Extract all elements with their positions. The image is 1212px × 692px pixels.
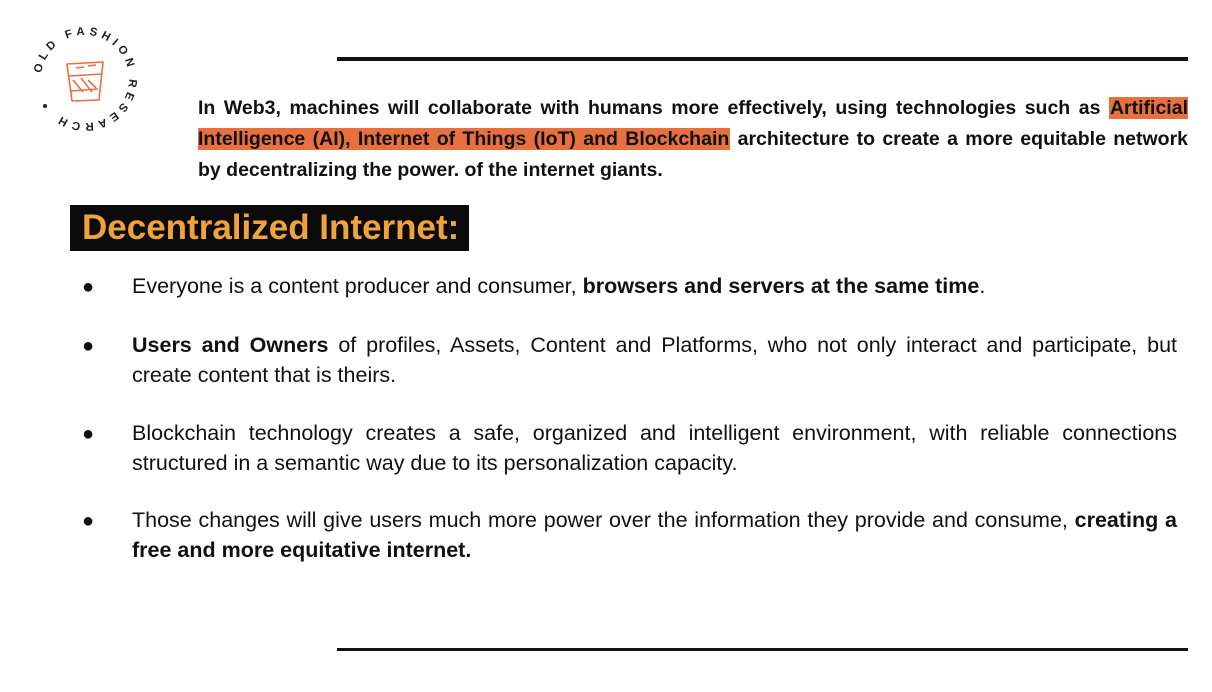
bullet-dot-icon: ●	[82, 335, 95, 357]
intro-text-start: In Web3, machines will collaborate with humans more effectively, using technologies such as	[198, 97, 1109, 119]
bullet-dot-icon: ●	[82, 423, 95, 445]
bullet-dot-icon: ●	[82, 510, 95, 532]
bullet-text	[132, 506, 1177, 565]
bullet-text	[132, 331, 1177, 390]
bottom-divider	[337, 648, 1188, 651]
intro-highlight: Artificial Intelligence (AI), Internet of Things (IoT) and Blockchain	[198, 97, 1188, 150]
intro-paragraph	[198, 93, 1188, 186]
bullet-text-plain: of profiles, Assets, Content and Platforms, who not only interact and participate, but create content that is theirs.	[132, 333, 1177, 387]
bullet-text	[132, 272, 1177, 302]
bullet-text-bold: Users and Owners	[132, 333, 329, 357]
logo-ring-text: OLD FASHION RESEARCH	[32, 25, 139, 133]
bullet-dot-icon: ●	[82, 276, 95, 298]
section-title: Decentralized Internet:	[70, 205, 469, 251]
old-fashion-research-logo	[26, 20, 144, 138]
bullet-text-plain: .	[979, 274, 986, 298]
bullet-text-plain: Everyone is a content producer and consumer,	[132, 274, 583, 298]
svg-text:OLD FASHION RESEARCH	[32, 26, 138, 133]
intro-text-end: architecture to create a more equitable network by decentralizing the power. of the internet giants.	[198, 128, 1189, 181]
bullet-text-bold: browsers and servers at the same time	[582, 274, 980, 298]
glass-sketch-icon	[67, 62, 103, 101]
bullet-text-plain: Those changes will give users much more power over the information they provide and consume,	[132, 508, 1075, 532]
logo-dot	[43, 104, 47, 108]
bullet-text-bold: creating a free and more equitative internet.	[132, 508, 1177, 562]
bullet-text: Blockchain technology creates a safe, organized and intelligent environment, with reliable connections structured in a semantic way due to its personalization capacity.	[132, 421, 1177, 475]
top-divider	[337, 57, 1188, 61]
